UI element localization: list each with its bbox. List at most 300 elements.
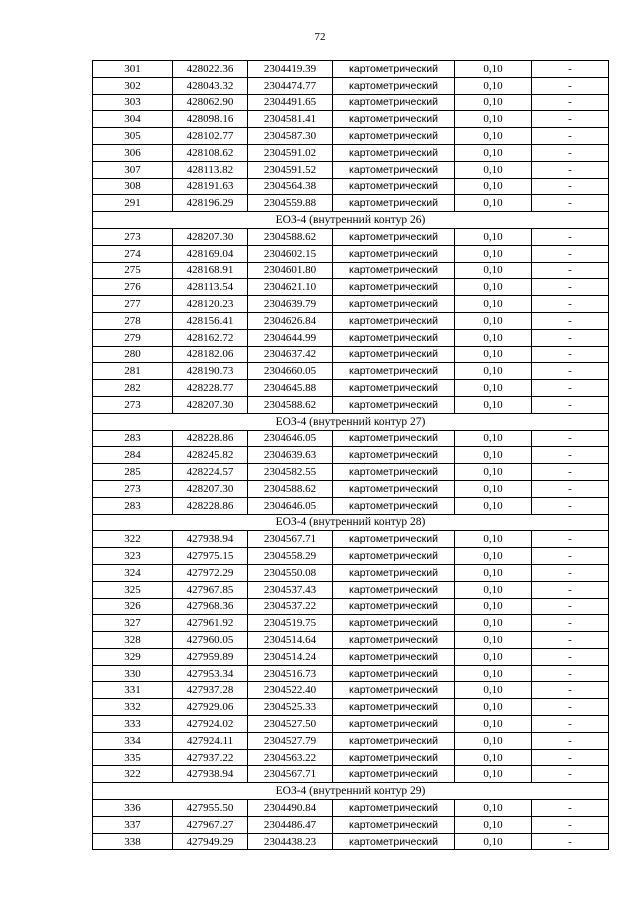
method-cell: картометрический <box>333 61 455 78</box>
point-number-cell: 338 <box>93 833 173 850</box>
point-number-cell: 273 <box>93 396 173 413</box>
y-coordinate-cell: 2304639.79 <box>248 296 333 313</box>
note-cell: - <box>532 61 609 78</box>
y-coordinate-cell: 2304550.08 <box>248 564 333 581</box>
note-cell: - <box>532 312 609 329</box>
y-coordinate-cell: 2304637.42 <box>248 346 333 363</box>
table-row <box>93 548 609 565</box>
point-number-cell: 276 <box>93 279 173 296</box>
table-row <box>93 144 609 161</box>
x-coordinate-cell: 428156.41 <box>173 312 248 329</box>
note-cell: - <box>532 363 609 380</box>
y-coordinate-cell: 2304514.64 <box>248 632 333 649</box>
note-cell: - <box>532 380 609 397</box>
section-header-row <box>93 514 609 531</box>
note-cell: - <box>532 615 609 632</box>
note-cell: - <box>532 464 609 481</box>
note-cell: - <box>532 396 609 413</box>
method-cell: картометрический <box>333 329 455 346</box>
note-cell: - <box>532 564 609 581</box>
point-number-cell: 291 <box>93 195 173 212</box>
method-cell: картометрический <box>333 380 455 397</box>
accuracy-cell: 0,10 <box>455 497 532 514</box>
accuracy-cell: 0,10 <box>455 800 532 817</box>
x-coordinate-cell: 428043.32 <box>173 77 248 94</box>
x-coordinate-cell: 427975.15 <box>173 548 248 565</box>
y-coordinate-cell: 2304486.47 <box>248 816 333 833</box>
y-coordinate-cell: 2304419.39 <box>248 61 333 78</box>
section-title: ЕОЗ-4 (внутренний контур 26) <box>93 212 609 229</box>
note-cell: - <box>532 144 609 161</box>
section-title: ЕОЗ-4 (внутренний контур 29) <box>93 783 609 800</box>
point-number-cell: 335 <box>93 749 173 766</box>
accuracy-cell: 0,10 <box>455 732 532 749</box>
point-number-cell: 283 <box>93 430 173 447</box>
method-cell: картометрический <box>333 816 455 833</box>
accuracy-cell: 0,10 <box>455 195 532 212</box>
method-cell: картометрический <box>333 480 455 497</box>
x-coordinate-cell: 428245.82 <box>173 447 248 464</box>
x-coordinate-cell: 427961.92 <box>173 615 248 632</box>
accuracy-cell: 0,10 <box>455 245 532 262</box>
x-coordinate-cell: 428207.30 <box>173 228 248 245</box>
table-row <box>93 346 609 363</box>
x-coordinate-cell: 427967.85 <box>173 581 248 598</box>
point-number-cell: 331 <box>93 682 173 699</box>
coordinates-table-body <box>93 61 609 850</box>
x-coordinate-cell: 427959.89 <box>173 648 248 665</box>
accuracy-cell: 0,10 <box>455 632 532 649</box>
section-header-row <box>93 413 609 430</box>
y-coordinate-cell: 2304559.88 <box>248 195 333 212</box>
method-cell: картометрический <box>333 716 455 733</box>
x-coordinate-cell: 427949.29 <box>173 833 248 850</box>
table-row <box>93 581 609 598</box>
point-number-cell: 330 <box>93 665 173 682</box>
accuracy-cell: 0,10 <box>455 94 532 111</box>
x-coordinate-cell: 428182.06 <box>173 346 248 363</box>
accuracy-cell: 0,10 <box>455 262 532 279</box>
x-coordinate-cell: 427938.94 <box>173 531 248 548</box>
table-row <box>93 396 609 413</box>
table-row <box>93 228 609 245</box>
note-cell: - <box>532 732 609 749</box>
note-cell: - <box>532 766 609 783</box>
method-cell: картометрический <box>333 262 455 279</box>
method-cell: картометрический <box>333 615 455 632</box>
accuracy-cell: 0,10 <box>455 430 532 447</box>
table-row <box>93 749 609 766</box>
accuracy-cell: 0,10 <box>455 531 532 548</box>
y-coordinate-cell: 2304527.79 <box>248 732 333 749</box>
x-coordinate-cell: 428108.62 <box>173 144 248 161</box>
x-coordinate-cell: 428098.16 <box>173 111 248 128</box>
x-coordinate-cell: 427967.27 <box>173 816 248 833</box>
table-row <box>93 564 609 581</box>
note-cell: - <box>532 800 609 817</box>
table-row <box>93 195 609 212</box>
method-cell: картометрический <box>333 648 455 665</box>
x-coordinate-cell: 428169.04 <box>173 245 248 262</box>
y-coordinate-cell: 2304639.63 <box>248 447 333 464</box>
method-cell: картометрический <box>333 430 455 447</box>
note-cell: - <box>532 665 609 682</box>
point-number-cell: 285 <box>93 464 173 481</box>
point-number-cell: 325 <box>93 581 173 598</box>
method-cell: картометрический <box>333 699 455 716</box>
method-cell: картометрический <box>333 564 455 581</box>
point-number-cell: 277 <box>93 296 173 313</box>
x-coordinate-cell: 428224.57 <box>173 464 248 481</box>
table-row <box>93 716 609 733</box>
point-number-cell: 303 <box>93 94 173 111</box>
note-cell: - <box>532 77 609 94</box>
method-cell: картометрический <box>333 749 455 766</box>
method-cell: картометрический <box>333 228 455 245</box>
accuracy-cell: 0,10 <box>455 380 532 397</box>
y-coordinate-cell: 2304564.38 <box>248 178 333 195</box>
note-cell: - <box>532 128 609 145</box>
x-coordinate-cell: 428102.77 <box>173 128 248 145</box>
accuracy-cell: 0,10 <box>455 228 532 245</box>
table-row <box>93 682 609 699</box>
point-number-cell: 322 <box>93 531 173 548</box>
y-coordinate-cell: 2304519.75 <box>248 615 333 632</box>
table-row <box>93 279 609 296</box>
y-coordinate-cell: 2304438.23 <box>248 833 333 850</box>
x-coordinate-cell: 428162.72 <box>173 329 248 346</box>
note-cell: - <box>532 699 609 716</box>
y-coordinate-cell: 2304491.65 <box>248 94 333 111</box>
table-row <box>93 464 609 481</box>
y-coordinate-cell: 2304563.22 <box>248 749 333 766</box>
table-row <box>93 615 609 632</box>
y-coordinate-cell: 2304567.71 <box>248 766 333 783</box>
y-coordinate-cell: 2304601.80 <box>248 262 333 279</box>
point-number-cell: 284 <box>93 447 173 464</box>
y-coordinate-cell: 2304626.84 <box>248 312 333 329</box>
y-coordinate-cell: 2304525.33 <box>248 699 333 716</box>
x-coordinate-cell: 428190.73 <box>173 363 248 380</box>
table-row <box>93 699 609 716</box>
method-cell: картометрический <box>333 178 455 195</box>
point-number-cell: 279 <box>93 329 173 346</box>
table-row <box>93 648 609 665</box>
accuracy-cell: 0,10 <box>455 363 532 380</box>
accuracy-cell: 0,10 <box>455 816 532 833</box>
y-coordinate-cell: 2304567.71 <box>248 531 333 548</box>
method-cell: картометрический <box>333 447 455 464</box>
x-coordinate-cell: 427924.11 <box>173 732 248 749</box>
note-cell: - <box>532 833 609 850</box>
accuracy-cell: 0,10 <box>455 648 532 665</box>
accuracy-cell: 0,10 <box>455 548 532 565</box>
table-row <box>93 161 609 178</box>
method-cell: картометрический <box>333 732 455 749</box>
table-row <box>93 430 609 447</box>
table-row <box>93 598 609 615</box>
accuracy-cell: 0,10 <box>455 329 532 346</box>
method-cell: картометрический <box>333 833 455 850</box>
point-number-cell: 306 <box>93 144 173 161</box>
y-coordinate-cell: 2304514.24 <box>248 648 333 665</box>
accuracy-cell: 0,10 <box>455 699 532 716</box>
table-row <box>93 732 609 749</box>
y-coordinate-cell: 2304582.55 <box>248 464 333 481</box>
note-cell: - <box>532 195 609 212</box>
section-title: ЕОЗ-4 (внутренний контур 28) <box>93 514 609 531</box>
note-cell: - <box>532 262 609 279</box>
method-cell: картометрический <box>333 161 455 178</box>
point-number-cell: 301 <box>93 61 173 78</box>
x-coordinate-cell: 428113.54 <box>173 279 248 296</box>
table-row <box>93 262 609 279</box>
note-cell: - <box>532 296 609 313</box>
method-cell: картометрический <box>333 346 455 363</box>
method-cell: картометрический <box>333 296 455 313</box>
note-cell: - <box>532 749 609 766</box>
table-row <box>93 312 609 329</box>
point-number-cell: 337 <box>93 816 173 833</box>
point-number-cell: 326 <box>93 598 173 615</box>
table-row <box>93 296 609 313</box>
x-coordinate-cell: 428207.30 <box>173 396 248 413</box>
method-cell: картометрический <box>333 396 455 413</box>
point-number-cell: 278 <box>93 312 173 329</box>
y-coordinate-cell: 2304646.05 <box>248 497 333 514</box>
y-coordinate-cell: 2304591.02 <box>248 144 333 161</box>
y-coordinate-cell: 2304588.62 <box>248 228 333 245</box>
accuracy-cell: 0,10 <box>455 581 532 598</box>
coordinates-table <box>92 60 609 850</box>
table-row <box>93 632 609 649</box>
note-cell: - <box>532 816 609 833</box>
note-cell: - <box>532 447 609 464</box>
note-cell: - <box>532 228 609 245</box>
accuracy-cell: 0,10 <box>455 312 532 329</box>
point-number-cell: 273 <box>93 228 173 245</box>
point-number-cell: 332 <box>93 699 173 716</box>
method-cell: картометрический <box>333 111 455 128</box>
note-cell: - <box>532 480 609 497</box>
table-row <box>93 447 609 464</box>
table-row <box>93 178 609 195</box>
x-coordinate-cell: 428191.63 <box>173 178 248 195</box>
method-cell: картометрический <box>333 245 455 262</box>
accuracy-cell: 0,10 <box>455 564 532 581</box>
note-cell: - <box>532 245 609 262</box>
method-cell: картометрический <box>333 195 455 212</box>
y-coordinate-cell: 2304587.30 <box>248 128 333 145</box>
note-cell: - <box>532 632 609 649</box>
note-cell: - <box>532 346 609 363</box>
point-number-cell: 302 <box>93 77 173 94</box>
accuracy-cell: 0,10 <box>455 615 532 632</box>
point-number-cell: 281 <box>93 363 173 380</box>
x-coordinate-cell: 427953.34 <box>173 665 248 682</box>
note-cell: - <box>532 279 609 296</box>
table-row <box>93 833 609 850</box>
accuracy-cell: 0,10 <box>455 665 532 682</box>
point-number-cell: 275 <box>93 262 173 279</box>
y-coordinate-cell: 2304588.62 <box>248 396 333 413</box>
point-number-cell: 328 <box>93 632 173 649</box>
note-cell: - <box>532 178 609 195</box>
y-coordinate-cell: 2304537.43 <box>248 581 333 598</box>
point-number-cell: 327 <box>93 615 173 632</box>
y-coordinate-cell: 2304527.50 <box>248 716 333 733</box>
point-number-cell: 280 <box>93 346 173 363</box>
x-coordinate-cell: 428196.29 <box>173 195 248 212</box>
accuracy-cell: 0,10 <box>455 396 532 413</box>
point-number-cell: 282 <box>93 380 173 397</box>
method-cell: картометрический <box>333 598 455 615</box>
accuracy-cell: 0,10 <box>455 279 532 296</box>
point-number-cell: 308 <box>93 178 173 195</box>
point-number-cell: 307 <box>93 161 173 178</box>
method-cell: картометрический <box>333 682 455 699</box>
accuracy-cell: 0,10 <box>455 447 532 464</box>
x-coordinate-cell: 427960.05 <box>173 632 248 649</box>
y-coordinate-cell: 2304474.77 <box>248 77 333 94</box>
accuracy-cell: 0,10 <box>455 682 532 699</box>
table-row <box>93 77 609 94</box>
x-coordinate-cell: 428228.86 <box>173 430 248 447</box>
table-row <box>93 363 609 380</box>
method-cell: картометрический <box>333 144 455 161</box>
accuracy-cell: 0,10 <box>455 61 532 78</box>
note-cell: - <box>532 111 609 128</box>
method-cell: картометрический <box>333 312 455 329</box>
point-number-cell: 336 <box>93 800 173 817</box>
y-coordinate-cell: 2304490.84 <box>248 800 333 817</box>
method-cell: картометрический <box>333 128 455 145</box>
table-row <box>93 816 609 833</box>
y-coordinate-cell: 2304646.05 <box>248 430 333 447</box>
y-coordinate-cell: 2304645.88 <box>248 380 333 397</box>
table-row <box>93 766 609 783</box>
method-cell: картометрический <box>333 665 455 682</box>
point-number-cell: 329 <box>93 648 173 665</box>
table-row <box>93 329 609 346</box>
y-coordinate-cell: 2304602.15 <box>248 245 333 262</box>
y-coordinate-cell: 2304516.73 <box>248 665 333 682</box>
accuracy-cell: 0,10 <box>455 161 532 178</box>
y-coordinate-cell: 2304591.52 <box>248 161 333 178</box>
method-cell: картометрический <box>333 531 455 548</box>
point-number-cell: 283 <box>93 497 173 514</box>
x-coordinate-cell: 428113.82 <box>173 161 248 178</box>
section-header-row <box>93 212 609 229</box>
note-cell: - <box>532 531 609 548</box>
section-title: ЕОЗ-4 (внутренний контур 27) <box>93 413 609 430</box>
accuracy-cell: 0,10 <box>455 178 532 195</box>
point-number-cell: 323 <box>93 548 173 565</box>
point-number-cell: 324 <box>93 564 173 581</box>
x-coordinate-cell: 428062.90 <box>173 94 248 111</box>
table-row <box>93 665 609 682</box>
point-number-cell: 333 <box>93 716 173 733</box>
note-cell: - <box>532 497 609 514</box>
point-number-cell: 334 <box>93 732 173 749</box>
x-coordinate-cell: 427955.50 <box>173 800 248 817</box>
point-number-cell: 322 <box>93 766 173 783</box>
y-coordinate-cell: 2304537.22 <box>248 598 333 615</box>
point-number-cell: 274 <box>93 245 173 262</box>
y-coordinate-cell: 2304522.40 <box>248 682 333 699</box>
accuracy-cell: 0,10 <box>455 296 532 313</box>
x-coordinate-cell: 428022.36 <box>173 61 248 78</box>
x-coordinate-cell: 428168.91 <box>173 262 248 279</box>
y-coordinate-cell: 2304621.10 <box>248 279 333 296</box>
method-cell: картометрический <box>333 464 455 481</box>
y-coordinate-cell: 2304588.62 <box>248 480 333 497</box>
table-row <box>93 111 609 128</box>
accuracy-cell: 0,10 <box>455 833 532 850</box>
method-cell: картометрический <box>333 94 455 111</box>
note-cell: - <box>532 329 609 346</box>
y-coordinate-cell: 2304644.99 <box>248 329 333 346</box>
note-cell: - <box>532 581 609 598</box>
note-cell: - <box>532 94 609 111</box>
accuracy-cell: 0,10 <box>455 598 532 615</box>
table-row <box>93 531 609 548</box>
accuracy-cell: 0,10 <box>455 464 532 481</box>
method-cell: картометрический <box>333 581 455 598</box>
table-row <box>93 380 609 397</box>
note-cell: - <box>532 430 609 447</box>
accuracy-cell: 0,10 <box>455 716 532 733</box>
point-number-cell: 273 <box>93 480 173 497</box>
point-number-cell: 304 <box>93 111 173 128</box>
accuracy-cell: 0,10 <box>455 144 532 161</box>
table-row <box>93 128 609 145</box>
table-row <box>93 245 609 262</box>
method-cell: картометрический <box>333 548 455 565</box>
x-coordinate-cell: 428120.23 <box>173 296 248 313</box>
accuracy-cell: 0,10 <box>455 128 532 145</box>
y-coordinate-cell: 2304581.41 <box>248 111 333 128</box>
page-number: 72 <box>314 31 326 43</box>
accuracy-cell: 0,10 <box>455 749 532 766</box>
x-coordinate-cell: 428228.86 <box>173 497 248 514</box>
x-coordinate-cell: 427929.06 <box>173 699 248 716</box>
accuracy-cell: 0,10 <box>455 111 532 128</box>
x-coordinate-cell: 428207.30 <box>173 480 248 497</box>
y-coordinate-cell: 2304558.29 <box>248 548 333 565</box>
method-cell: картометрический <box>333 632 455 649</box>
table-row <box>93 94 609 111</box>
x-coordinate-cell: 427924.02 <box>173 716 248 733</box>
accuracy-cell: 0,10 <box>455 346 532 363</box>
table-row <box>93 497 609 514</box>
accuracy-cell: 0,10 <box>455 77 532 94</box>
method-cell: картометрический <box>333 497 455 514</box>
table-row <box>93 61 609 78</box>
method-cell: картометрический <box>333 363 455 380</box>
note-cell: - <box>532 682 609 699</box>
x-coordinate-cell: 427938.94 <box>173 766 248 783</box>
note-cell: - <box>532 548 609 565</box>
accuracy-cell: 0,10 <box>455 766 532 783</box>
accuracy-cell: 0,10 <box>455 480 532 497</box>
section-header-row <box>93 783 609 800</box>
method-cell: картометрический <box>333 77 455 94</box>
method-cell: картометрический <box>333 800 455 817</box>
x-coordinate-cell: 427937.22 <box>173 749 248 766</box>
table-row <box>93 800 609 817</box>
note-cell: - <box>532 716 609 733</box>
